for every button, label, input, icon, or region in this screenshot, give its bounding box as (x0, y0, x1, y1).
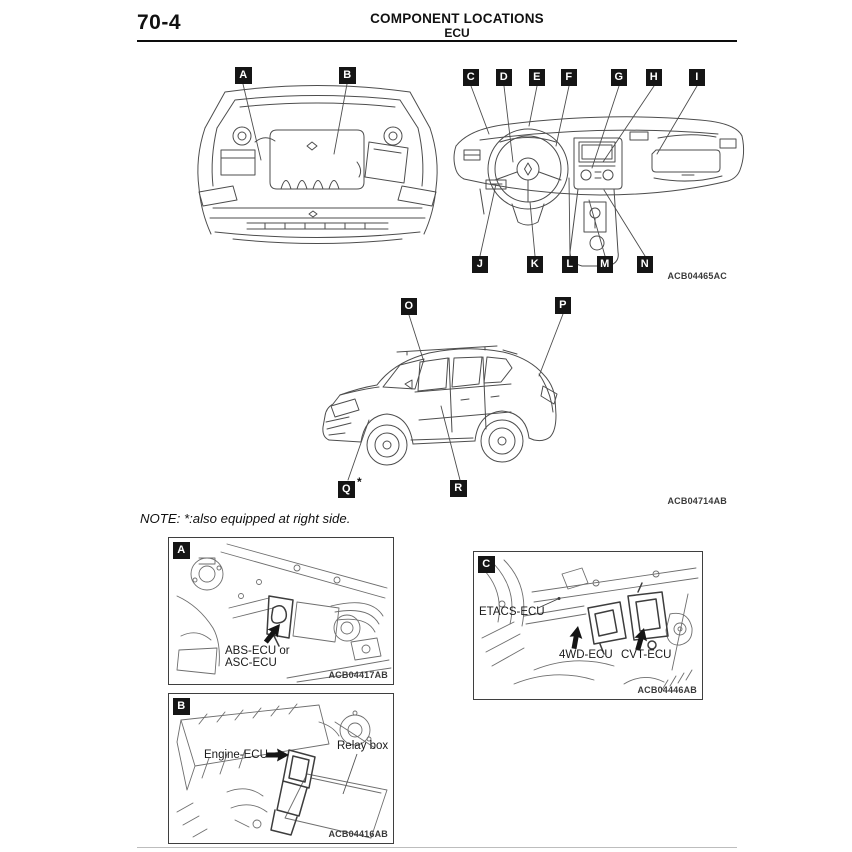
page-subtitle: ECU (444, 26, 470, 41)
callout-g-badge: G (611, 69, 628, 86)
callout-l-badge: L (562, 256, 579, 273)
figure-code-detail-c: ACB04446AB (637, 685, 697, 695)
figure-engine-compartment (185, 62, 450, 247)
detail-a-badge: A (173, 542, 190, 559)
header-rule (137, 40, 737, 42)
callout-b-badge: B (339, 67, 356, 84)
detail-c-drawing (474, 552, 702, 699)
callout-a-badge: A (235, 67, 252, 84)
bottom-rule (137, 847, 737, 848)
callout-k-badge: K (527, 256, 544, 273)
callout-q-asterisk: * (357, 475, 362, 489)
engine-ecu-label: Engine-ECU (204, 749, 268, 761)
callout-n-badge: N (637, 256, 654, 273)
figure-code-detail-a: ACB04417AB (328, 670, 388, 680)
abs-ecu-label: ABS-ECU or ASC-ECU (225, 645, 290, 670)
callout-e-badge: E (529, 69, 546, 86)
detail-c-badge: C (478, 556, 495, 573)
figure-vehicle-side (315, 292, 575, 510)
callout-p-badge: P (555, 297, 572, 314)
vehicle-side-drawing (315, 292, 575, 510)
detail-box-c (473, 551, 703, 700)
callout-i-badge: I (689, 69, 706, 86)
callout-h-badge: H (646, 69, 663, 86)
callout-m-badge: M (597, 256, 614, 273)
engine-compartment-drawing (185, 62, 450, 247)
callout-f-badge: F (561, 69, 578, 86)
callout-j-badge: J (472, 256, 489, 273)
figure-code-dashboard: ACB04465AC (667, 271, 727, 281)
fourwd-ecu-arrow-icon (568, 625, 585, 650)
figure-dashboard (450, 62, 750, 284)
callout-q-badge: Q (338, 481, 355, 498)
abs-ecu-arrow-icon (261, 620, 285, 646)
detail-b-badge: B (173, 698, 190, 715)
callout-d-badge: D (496, 69, 513, 86)
detail-box-b (168, 693, 394, 844)
figure-code-detail-b: ACB04416AB (328, 829, 388, 839)
callout-o-badge: O (401, 298, 418, 315)
fourwd-ecu-label: 4WD-ECU (559, 649, 613, 661)
figure-code-vehicle-side: ACB04714AB (667, 496, 727, 506)
etacs-ecu-label: ETACS-ECU (479, 606, 545, 618)
engine-ecu-arrow-icon (266, 749, 289, 762)
page-header (307, 12, 607, 40)
callout-r-badge: R (450, 480, 467, 497)
page-number: 70-4 (137, 11, 182, 34)
detail-b-drawing (169, 694, 393, 843)
relay-box-label: Relay box (337, 740, 389, 752)
cvt-ecu-label: CVT-ECU (621, 649, 672, 661)
detail-box-a (168, 537, 394, 685)
callout-c-badge: C (463, 69, 480, 86)
page-title: COMPONENT LOCATIONS (370, 11, 544, 26)
dashboard-drawing (450, 62, 750, 284)
note-text: NOTE: *:also equipped at right side. (140, 511, 351, 526)
